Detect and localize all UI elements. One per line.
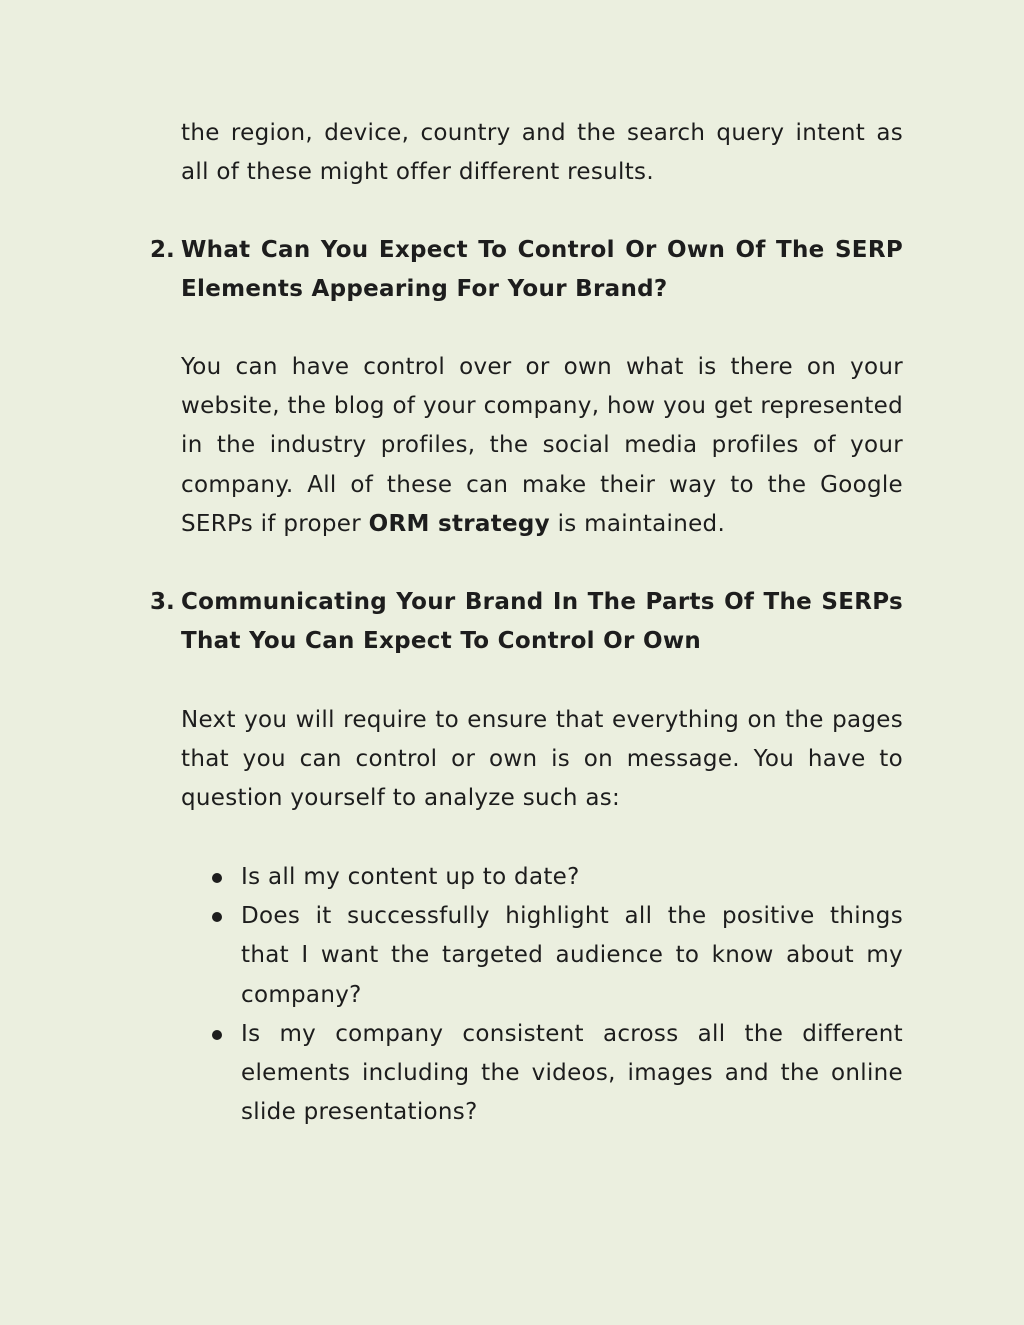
section-2-text-end: is maintained. (549, 510, 726, 537)
list-item-text: Is all my content up to date? (241, 864, 580, 890)
list-item-text: Does it successfully highlight all the positive things that I want the targeted audience to know about my company? (241, 903, 903, 1008)
intro-paragraph: the region, device, country and the search query intent as all of these might offer different results. (181, 120, 903, 186)
section-2-paragraph (181, 348, 903, 544)
question-list (241, 858, 903, 1132)
section-3-number: 3. (150, 589, 175, 615)
section-2-heading: What Can You Expect To Control Or Own Of The SERP Elements Appearing For Your Brand? (181, 237, 903, 303)
section-2-text-start: You can have control over or own what is there on your website, the blog of your company, how you get represented in the industry profiles, the social media profiles of your company. All of these can make their way to the Google SERPs if proper (181, 354, 903, 537)
section-2-number: 2. (150, 237, 175, 263)
section-3-heading: Communicating Your Brand In The Parts Of The SERPs That You Can Expect To Control Or Own (181, 589, 903, 655)
list-item-text: Is my company consistent across all the different elements including the videos, images and the online slide presentations? (241, 1020, 903, 1126)
list-item (241, 1015, 903, 1133)
list-item (241, 858, 903, 897)
bullet-icon (212, 873, 222, 883)
bullet-icon (212, 912, 222, 922)
section-3-paragraph: Next you will require to ensure that everything on the pages that you can control or own is on message. You have to question yourself to analyze such as: (181, 707, 903, 812)
bullet-icon (212, 1030, 222, 1040)
list-item (241, 897, 903, 1015)
orm-strategy-link: ORM strategy (368, 510, 550, 537)
